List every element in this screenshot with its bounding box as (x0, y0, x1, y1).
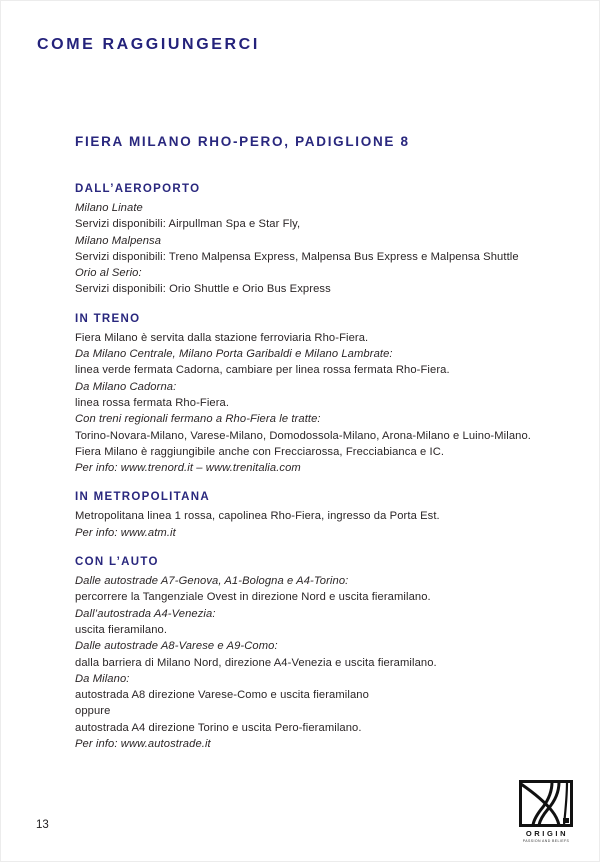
text-line: linea verde fermata Cadorna, cambiare per linea rossa fermata Rho-Fiera. (75, 364, 450, 377)
text-line: Dall’autostrada A4-Venezia: (75, 607, 216, 620)
text-line: Fiera Milano è raggiungibile anche con Frecciarossa, Frecciabianca e IC. (75, 445, 445, 458)
text-line: Da Milano Cadorna: (75, 380, 177, 393)
text-line: Per info: www.trenord.it – www.trenitalia.com (75, 462, 301, 475)
section-con-l-auto (75, 556, 575, 752)
text-line: linea rossa fermata Rho-Fiera. (75, 396, 230, 409)
text-line: Dalle autostrade A7-Genova, A1-Bologna e A4-Torino: (75, 575, 349, 588)
section-in-treno (75, 313, 575, 477)
section-dall-aeroporto (75, 183, 575, 298)
text-line: Milano Linate (75, 202, 143, 214)
text-line: Orio al Serio: (75, 267, 142, 280)
text-line: oppure (75, 705, 111, 718)
text-line: Torino-Novara-Milano, Varese-Milano, Domodossola-Milano, Arona-Milano e Luino-Milano. (75, 429, 531, 442)
text-line: autostrada A8 direzione Varese-Como e uscita fieramilano (75, 689, 369, 702)
section-heading: IN METROPOLITANA (75, 491, 210, 504)
text-line: Fiera Milano è servita dalla stazione ferroviaria Rho-Fiera. (75, 331, 369, 344)
origin-logo-name: ORIGIN (525, 829, 569, 838)
section-heading: CON L’AUTO (75, 556, 159, 569)
text-line: Per info: www.autostrade.it (75, 738, 211, 751)
text-line: Metropolitana linea 1 rossa, capolinea Rho-Fiera, ingresso da Porta Est. (75, 510, 440, 523)
crossing-roads-icon (519, 780, 573, 827)
text-line: Da Milano: (75, 672, 130, 685)
page-number: 13 (36, 819, 49, 831)
text-line: Da Milano Centrale, Milano Porta Garibaldi e Milano Lambrate: (75, 348, 393, 361)
text-line: uscita fieramilano. (75, 623, 168, 636)
origin-logo-tagline: PASSION AND BELIEFS (522, 839, 570, 843)
text-line: Per info: www.atm.it (75, 526, 176, 539)
text-line: Servizi disponibili: Orio Shuttle e Orio Bus Express (75, 283, 331, 296)
page-title: COME RAGGIUNGERCI (37, 36, 260, 53)
text-line: Milano Malpensa (75, 234, 162, 247)
text-line: dalla barriera di Milano Nord, direzione A4-Venezia e uscita fieramilano. (75, 656, 437, 669)
text-line: percorrere la Tangenziale Ovest in direzione Nord e uscita fieramilano. (75, 591, 431, 604)
section-heading: DALL’AEROPORTO (75, 183, 201, 195)
section-in-metropolitana (75, 491, 575, 541)
venue-subtitle: FIERA MILANO RHO-PERO, PADIGLIONE 8 (75, 134, 410, 149)
origin-logo (518, 780, 574, 843)
section-heading: IN TRENO (75, 312, 141, 325)
text-line: Servizi disponibili: Airpullman Spa e Star Fly, (75, 218, 301, 231)
text-line: Con treni regionali fermano a Rho-Fiera le tratte: (75, 413, 321, 426)
content-area (75, 134, 575, 767)
text-line: autostrada A4 direzione Torino e uscita Pero-fieramilano. (75, 721, 362, 734)
text-line: Servizi disponibili: Treno Malpensa Express, Malpensa Bus Express e Malpensa Shuttle (75, 250, 519, 263)
text-line: Dalle autostrade A8-Varese e A9-Como: (75, 640, 278, 653)
